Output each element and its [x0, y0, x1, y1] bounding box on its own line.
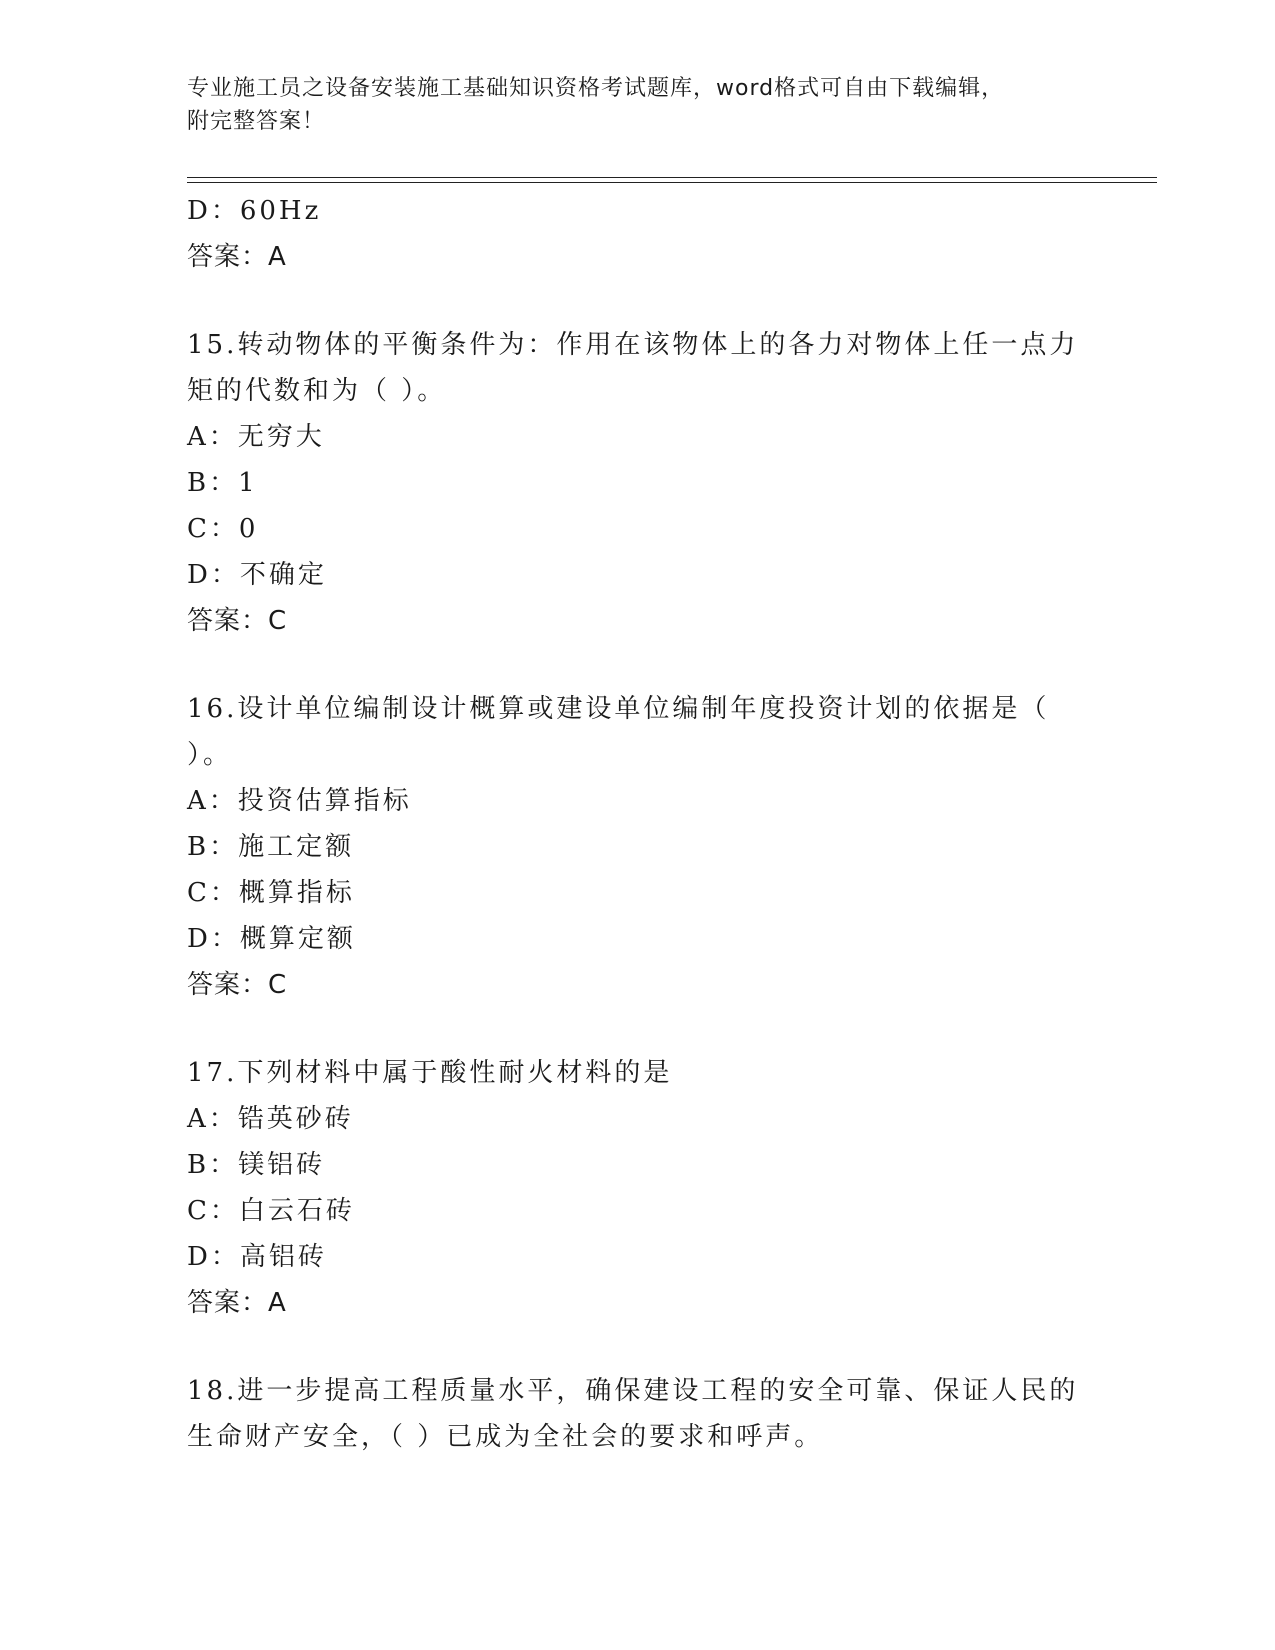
- header-divider-bottom: [187, 182, 1157, 183]
- page-header: [187, 72, 1087, 138]
- option-b: B：镁铝砖: [187, 1150, 326, 1180]
- option-d: D：60Hz: [187, 196, 322, 226]
- option-c: C：概算指标: [187, 878, 355, 908]
- question-17: [187, 1050, 1087, 1326]
- header-divider-top: [187, 177, 1157, 178]
- question-text-line: 17.下列材料中属于酸性耐火材料的是: [187, 1058, 673, 1088]
- question-text-line: 15.转动物体的平衡条件为：作用在该物体上的各力对物体上任一点力: [187, 330, 1079, 360]
- answer-line: 答案：C: [187, 970, 288, 1000]
- option-b: B：施工定额: [187, 832, 355, 862]
- question-text-line: 生命财产安全，（ ）已成为全社会的要求和呼声。: [187, 1422, 824, 1452]
- option-a: A：无穷大: [187, 422, 325, 452]
- question-16: [187, 686, 1087, 1008]
- answer-line: 答案：A: [187, 242, 287, 272]
- option-b: B：1: [187, 468, 258, 498]
- answer-line: 答案：C: [187, 606, 288, 636]
- option-a: A：锆英砂砖: [187, 1104, 354, 1134]
- question-list: [187, 188, 1087, 1460]
- question-15: [187, 322, 1087, 644]
- option-d: D：概算定额: [187, 924, 356, 954]
- previous-question-tail: [187, 188, 1087, 280]
- option-c: C：白云石砖: [187, 1196, 355, 1226]
- question-text-line: 矩的代数和为（ ）。: [187, 376, 447, 406]
- question-18: [187, 1368, 1087, 1460]
- question-text-line: ）。: [187, 740, 233, 770]
- header-line-1: 专业施工员之设备安装施工基础知识资格考试题库，word格式可自由下载编辑，: [187, 76, 1005, 101]
- answer-line: 答案：A: [187, 1288, 287, 1318]
- option-a: A：投资估算指标: [187, 786, 412, 816]
- question-text-line: 16.设计单位编制设计概算或建设单位编制年度投资计划的依据是（: [187, 694, 1050, 724]
- header-line-2: 附完整答案！: [187, 109, 326, 134]
- option-d: D：不确定: [187, 560, 327, 590]
- question-text-line: 18.进一步提高工程质量水平，确保建设工程的安全可靠、保证人民的: [187, 1376, 1079, 1406]
- option-c: C：0: [187, 514, 259, 544]
- option-d: D：高铝砖: [187, 1242, 327, 1272]
